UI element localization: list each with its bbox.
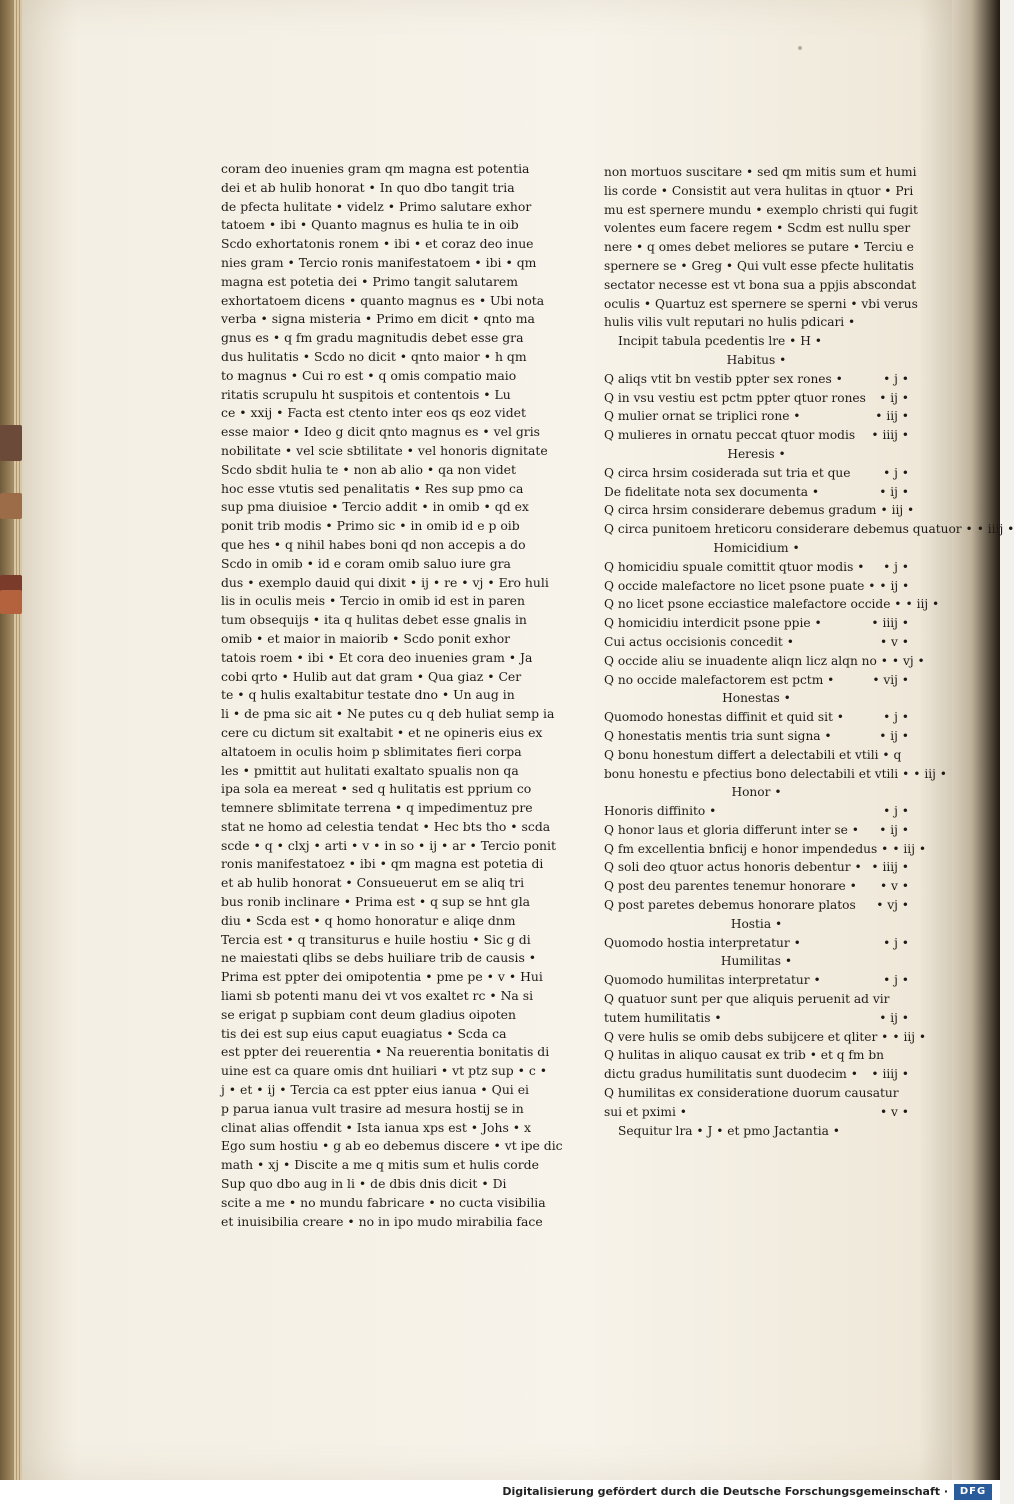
entry-text: bonu honestu e pfectius bono delectabili et vtili • (604, 766, 910, 781)
text-line: nies gram • Tercio ronis manifestatoem • ibi • qm (221, 254, 537, 270)
index-entry (604, 389, 909, 408)
entry-number: • j • (883, 371, 909, 386)
text-line: nobilitate • vel scie sbtilitate • vel honoris dignitate (221, 442, 548, 458)
section-heading: Hostia • (730, 916, 783, 931)
text-line: ne maiestati qlibs se debs huiliare trib de causis • (221, 950, 537, 966)
text-line: hoc esse vtutis sed penalitatis • Res sup pmo ca (221, 480, 524, 496)
entry-text: De fidelitate nota sex documenta • (604, 484, 820, 499)
text-line: gnus es • q fm gradu magnitudis debet esse gra (221, 330, 524, 346)
entry-text: Q occide malefactore no licet psone puate • (604, 578, 876, 593)
index-entry (604, 1009, 909, 1028)
entry-text: Q homicidiu interdicit psone ppie • (604, 616, 822, 631)
entry-number: • iiij • (871, 428, 909, 443)
entry-number: • ij • (879, 728, 909, 743)
index-entry (604, 370, 909, 389)
entry-text: Q mulier ornat se triplici rone • (604, 409, 801, 424)
left-text-column (221, 160, 563, 1231)
index-entry (604, 558, 909, 577)
text-line: et inuisibilia creare • no in ipo mudo mirabilia face (221, 1213, 543, 1229)
index-entry (604, 840, 927, 859)
entry-number (905, 990, 909, 1009)
entry-text: Q mulieres in ornatu peccat qtuor modis (604, 428, 856, 443)
text-line: Tercia est • q transiturus e huile hostiu • Sic g di (221, 931, 531, 947)
entry-number: • vj • (891, 653, 925, 668)
entry-text: Q vere hulis se omib debs subijcere et qliter • (604, 1029, 889, 1044)
text-line: exhortatoem dicens • quanto magnus es • Ubi nota (221, 292, 545, 308)
index-entry (604, 1084, 909, 1103)
index-entry (604, 577, 909, 596)
entry-text: Q no occide malefactorem est pctm • (604, 672, 835, 687)
index-entry (604, 990, 909, 1009)
index-entry (604, 858, 909, 877)
entry-text: dictu gradus humilitatis sunt duodecim • (604, 1067, 858, 1082)
entry-text: Q in vsu vestiu est pctm ppter qtuor rones (604, 390, 866, 405)
text-line: p parua ianua vult trasire ad mesura hostij se in (221, 1100, 524, 1116)
text-line: dei et ab hulib honorat • In quo dbo tangit tria (221, 179, 515, 195)
text-line: altatoem in oculis hoim p sblimitates fieri corpa (221, 743, 522, 759)
index-entry (604, 652, 925, 671)
entry-number: • v • (879, 1104, 909, 1119)
index-entry (604, 633, 909, 652)
text-line: j • et • ij • Tercia ca est ppter eius ianua • Qui ei (221, 1082, 530, 1098)
entry-text: sui et pximi • (604, 1104, 687, 1119)
index-section (604, 915, 909, 953)
entry-text: Q honor laus et gloria differunt inter se • (604, 822, 859, 837)
text-line: de pfecta hulitate • videlz • Primo salutare exhor (221, 198, 532, 214)
index-entry (604, 426, 909, 445)
text-line: dus • exemplo dauid qui dixit • ij • re • vj • Ero huli (221, 574, 549, 590)
text-line: est ppter dei reuerentia • Na reuerentia bonitatis di (221, 1044, 550, 1060)
entry-text: Q circa hrsim cosiderada sut tria et que (604, 465, 851, 480)
index-entry (604, 595, 940, 614)
entry-number: • j • (883, 710, 909, 725)
index-entry (604, 483, 909, 502)
book-gutter (952, 0, 1000, 1480)
entry-text: Q post paretes debemus honorare platos (604, 898, 856, 913)
dfg-logo: DFG (954, 1484, 992, 1500)
text-line: les • pmittit aut hulitati exaltato spualis non qa (221, 762, 519, 778)
entry-number: • iij • (892, 1029, 927, 1044)
text-line: cobi qrto • Hulib aut dat gram • Qua giaz • Cer (221, 668, 522, 684)
footer-bar (0, 1480, 1000, 1504)
entry-text: Q fm excellentia bnficij e honor impendedus • (604, 841, 889, 856)
section-heading: Honestas • (722, 691, 791, 706)
entry-number: • j • (883, 935, 909, 950)
entry-number: • j • (883, 804, 909, 819)
index-entry (604, 746, 909, 765)
text-line: to magnus • Cui ro est • q omis compatio maio (221, 367, 517, 383)
text-line: ipa sola ea mereat • sed q hulitatis est pprium co (221, 781, 532, 797)
text-line: oculis • Quartuz est spernere se sperni • vbi verus (604, 296, 918, 311)
text-line: diu • Scda est • q homo honoratur e aliqe dnm (221, 912, 516, 928)
text-line: nere • q omes debet meliores se putare • Terciu e (604, 240, 914, 255)
bookmark-tab (0, 590, 22, 614)
text-line: ritatis scrupulu ht suspitois et contentois • Lu (221, 386, 511, 402)
entry-text: Q occide aliu se inuadente aliqn licz alqn no • (604, 653, 888, 668)
entry-number: • iij • (905, 597, 940, 612)
text-line: tum obsequijs • ita q hulitas debet esse gnalis in (221, 612, 527, 628)
entry-text: Q homicidiu spuale comittit qtuor modis • (604, 559, 865, 574)
text-line: lis corde • Consistit aut vera hulitas in qtuor • Pri (604, 183, 914, 198)
text-line: tatois roem • ibi • Et cora deo inuenies gram • Ja (221, 649, 533, 665)
entry-number (905, 1084, 909, 1103)
text-line: mu est spernere mundu • exemplo christi qui fugit (604, 202, 918, 217)
text-line: ponit trib modis • Primo sic • in omib id e p oib (221, 518, 520, 534)
index-entry (604, 464, 909, 483)
index-section (604, 445, 1014, 539)
text-line: cere cu dictum sit exaltabit • et ne opineris eius ex (221, 724, 543, 740)
text-line: magna est potetia dei • Primo tangit salutarem (221, 273, 518, 289)
right-column-intro (604, 163, 918, 332)
entry-number: • vij • (872, 672, 909, 687)
index-entry (604, 877, 909, 896)
bookmark-tab (0, 493, 22, 519)
table-title: Incipit tabula pcedentis lre • H • (618, 334, 822, 349)
entry-number: • iiij • (976, 522, 1014, 537)
entry-number: • ij • (879, 578, 910, 593)
entry-text: Q circa hrsim considerare debemus gradum (604, 503, 877, 518)
index-section (604, 783, 927, 915)
index-entry (604, 896, 909, 915)
entry-text: Q circa punitoem hreticoru considerare debemus quatuor • (604, 522, 973, 537)
text-line: esse maior • Ideo g dicit qnto magnus es • vel gris (221, 424, 541, 440)
entry-number: • ij • (879, 484, 909, 499)
entry-number: • ij • (879, 390, 909, 405)
index-section (604, 539, 940, 689)
text-line: liami sb potenti manu dei vt vos exaltet rc • Na si (221, 988, 534, 1004)
text-line: que hes • q nihil habes boni qd non accepis a do (221, 536, 526, 552)
text-line: Ego sum hostiu • g ab eo debemus discere • vt ipe dic (221, 1138, 563, 1154)
entry-number: • v • (879, 634, 909, 649)
entry-number: • iij • (892, 841, 927, 856)
entry-number: • vj • (876, 898, 909, 913)
section-heading: Heresis • (727, 446, 786, 461)
index-entry (604, 1065, 909, 1084)
right-text-column (604, 163, 1014, 1140)
index-entry (604, 727, 909, 746)
entry-text: Q hulitas in aliquo causat ex trib • et q fm bn (604, 1048, 885, 1063)
index-entry (604, 971, 909, 990)
text-line: stat ne homo ad celestia tendat • Hec bts tho • scda (221, 818, 551, 834)
entry-text: Quomodo honestas diffinit et quid sit • (604, 710, 844, 725)
text-line: Scdo in omib • id e coram omib saluo iure gra (221, 555, 511, 571)
text-line: lis in oculis meis • Tercio in omib id est in paren (221, 593, 525, 609)
index-entry (604, 1046, 909, 1065)
text-line: hulis vilis vult reputari no hulis pdicari • (604, 315, 856, 330)
text-line: math • xj • Discite a me q mitis sum et hulis corde (221, 1157, 539, 1173)
section-heading: Homicidium • (713, 540, 800, 555)
entry-number: • j • (883, 973, 909, 988)
text-line: tatoem • ibi • Quanto magnus es hulia te in oib (221, 217, 519, 233)
entry-number: • j • (883, 559, 909, 574)
entry-number: • j • (883, 465, 909, 480)
entry-number: • iij • (880, 503, 915, 518)
entry-number: • iiij • (871, 1067, 909, 1082)
text-line: bus ronib inclinare • Prima est • q sup se hnt gla (221, 894, 531, 910)
footer-credit: Digitalisierung gefördert durch die Deutsche Forschungsgemeinschaft · (502, 1485, 948, 1498)
index-entry (604, 671, 909, 690)
entry-text: tutem humilitatis • (604, 1010, 722, 1025)
entry-text: Quomodo hostia interpretatur • (604, 935, 801, 950)
text-line: sup pma diuisioe • Tercio addit • in omib • qd ex (221, 499, 529, 515)
entry-number: • iij • (875, 409, 909, 424)
closing-line: Sequitur lra • J • et pmo Jactantia • (618, 1123, 840, 1138)
page-speck (798, 46, 802, 50)
text-line: clinat alias offendit • Ista ianua xps est • Johs • x (221, 1119, 531, 1135)
index-section (604, 689, 947, 783)
index-entry (604, 1028, 927, 1047)
index-entry (604, 407, 909, 426)
index-entry (604, 708, 909, 727)
entry-number: • iiij • (871, 616, 909, 631)
text-line: ronis manifestatoez • ibi • qm magna est potetia di (221, 856, 544, 872)
entry-text: Q bonu honestum differt a delectabili et vtili • q (604, 747, 902, 762)
bookmark-tab (0, 425, 22, 461)
text-line: spernere se • Greg • Qui vult esse pfecte hulitatis (604, 258, 914, 273)
text-line: se erigat p supbiam cont deum gladius oipoten (221, 1006, 516, 1022)
entry-text: Q aliqs vtit bn vestib ppter sex rones • (604, 371, 843, 386)
text-line: tis dei est sup eius caput euagiatus • Scda ca (221, 1025, 507, 1041)
text-line: et ab hulib honorat • Consueuerut em se aliq tri (221, 875, 525, 891)
text-line: coram deo inuenies gram qm magna est potentia (221, 161, 530, 176)
entry-number: • ij • (879, 1010, 909, 1025)
section-heading: Habitus • (726, 352, 787, 367)
index-entry (604, 520, 1014, 539)
index-entry (604, 614, 909, 633)
text-line: non mortuos suscitare • sed qm mitis sum et humi (604, 165, 917, 179)
text-line: dus hulitatis • Scdo no dicit • qnto maior • h qm (221, 348, 527, 364)
text-line: Prima est ppter dei omipotentia • pme pe • v • Hui (221, 969, 543, 985)
entry-text: Quomodo humilitas interpretatur • (604, 973, 821, 988)
entry-text: Honoris diffinito • (604, 804, 717, 819)
entry-number: • iiij • (871, 860, 909, 875)
text-line: Scdo sbdit hulia te • non ab alio • qa non videt (221, 461, 516, 477)
text-line: scite a me • no mundu fabricare • no cucta visibilia (221, 1194, 546, 1210)
index-section (604, 952, 927, 1121)
text-line: temnere sblimitate terrena • q impedimentuz pre (221, 800, 533, 816)
text-line: volentes eum facere regem • Scdm est nullu sper (604, 221, 911, 236)
entry-number: • iij • (913, 766, 947, 781)
entry-number: • ij • (879, 822, 909, 837)
index-entry (604, 802, 909, 821)
section-heading: Honor • (731, 785, 782, 800)
index-section (604, 351, 909, 445)
entry-text: Q quatuor sunt per que aliquis peruenit ad vir (604, 992, 890, 1007)
entry-number (905, 746, 909, 765)
index-entry (604, 765, 947, 784)
entry-number: • v • (879, 879, 909, 894)
text-line: Sup quo dbo aug in li • de dbis dnis dicit • Di (221, 1176, 507, 1192)
index-table (604, 351, 1014, 1122)
entry-text: Q honestatis mentis tria sunt signa • (604, 728, 832, 743)
section-heading: Humilitas • (720, 954, 793, 969)
index-entry (604, 1103, 909, 1122)
text-line: te • q hulis exaltabitur testate dno • Un aug in (221, 687, 515, 703)
text-line: li • de pma sic ait • Ne putes cu q deb huliat semp ia (221, 706, 555, 722)
text-line: omib • et maior in maiorib • Scdo ponit exhor (221, 630, 511, 646)
entry-text: Q no licet psone ecciastice malefactore occide • (604, 597, 902, 612)
text-line: scde • q • clxj • arti • v • in so • ij • ar • Tercio ponit (221, 837, 556, 853)
entry-text: Q post deu parentes tenemur honorare • (604, 879, 857, 894)
entry-number (905, 1046, 909, 1065)
text-line: Scdo exhortatonis ronem • ibi • et coraz deo inue (221, 236, 534, 252)
text-line: sectator necesse est vt bona sua a ppjis abscondat (604, 277, 917, 292)
index-entry (604, 501, 915, 520)
index-entry (604, 821, 909, 840)
entry-text: Q soli deo qtuor actus honoris debentur • (604, 860, 862, 875)
index-entry (604, 934, 909, 953)
text-line: verba • signa misteria • Primo em dicit • qnto ma (221, 311, 535, 327)
entry-text: Q humilitas ex consideratione duorum causatur (604, 1086, 899, 1101)
text-line: uine est ca quare omis dnt huiliari • vt ptz sup • c • (221, 1063, 548, 1079)
entry-text: Cui actus occisionis concedit • (604, 634, 794, 649)
text-line: ce • xxij • Facta est ctento inter eos qs eoz videt (221, 405, 526, 421)
